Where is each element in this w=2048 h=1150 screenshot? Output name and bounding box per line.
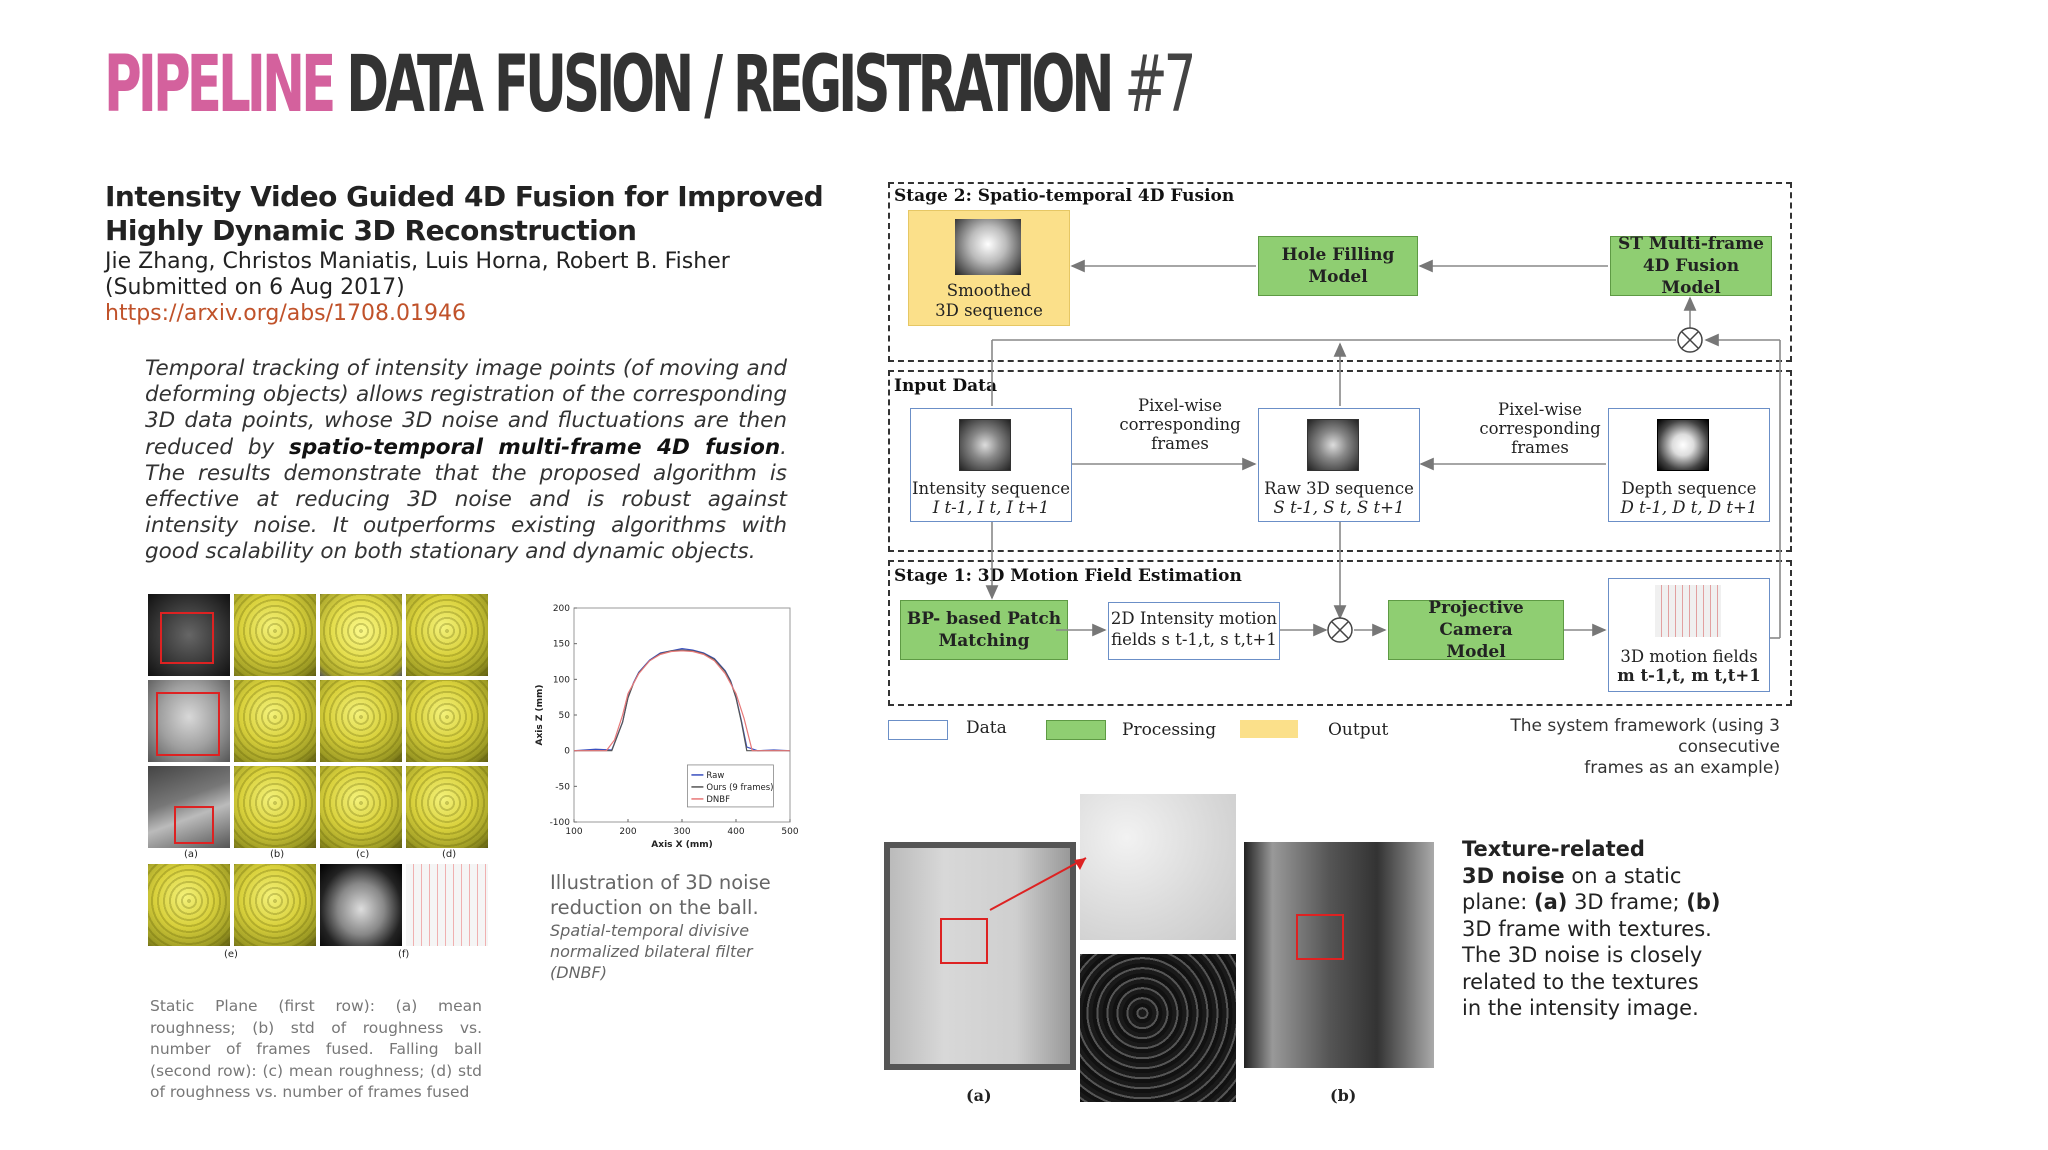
texture-caption-mid: on a static plane: <box>1462 863 1682 914</box>
intensity-vars: I t-1, I t, I t+1 <box>932 498 1050 517</box>
system-framework-diagram <box>880 178 1820 778</box>
legend-data: Data <box>966 718 1007 738</box>
y-tick-label: 150 <box>552 639 570 650</box>
paper-title-line2: Highly Dynamic 3D Reconstruction <box>105 214 637 247</box>
texture-caption-mid2: 3D frame; <box>1567 890 1687 914</box>
grid-lips-photo <box>320 864 402 946</box>
paper-authors: Jie Zhang, Christos Maniatis, Luis Horna, Robert B. Fisher <box>105 249 730 274</box>
depth-vars: D t-1, D t, D t+1 <box>1620 498 1758 517</box>
paper-link[interactable] <box>105 301 466 327</box>
texture-caption-bold4: (b) <box>1686 890 1721 914</box>
roi-box <box>160 612 214 664</box>
framework-caption-line2: frames as an example) <box>1584 758 1780 778</box>
abstract-part2: . The results demonstrate that the proposed algorithm is effective at reducing 3D noise and is robust against intensity noise. It outperforms existing algorithms with good scalability on both stationary and dynamic objects. <box>145 434 787 565</box>
framework-caption <box>1420 716 1780 779</box>
bp-line2: Matching <box>938 631 1030 651</box>
intensity-seq-label: Intensity sequence <box>912 479 1070 498</box>
texture-label-b: (b) <box>1330 1086 1357 1105</box>
title-main: DATA FUSION / REGISTRATION <box>346 40 1111 130</box>
grid-face-photo <box>148 680 230 762</box>
legend-processing: Processing <box>1122 720 1217 740</box>
grid-face-mesh-dnbf <box>406 680 488 762</box>
grid-hand-mesh-raw <box>234 766 316 848</box>
legend-output: Output <box>1328 720 1389 740</box>
grid-ball-photo <box>148 594 230 676</box>
motion3d-line1: 3D motion fields <box>1620 647 1758 666</box>
chart-caption-line1: Illustration of 3D noise <box>550 871 771 894</box>
grid-hand-mesh-dnbf <box>406 766 488 848</box>
texture-3d-frame-b <box>1244 842 1434 1068</box>
x-tick-label: 500 <box>781 827 799 837</box>
smoothed-line2: 3D sequence <box>935 301 1043 320</box>
grid-ball-mesh-raw <box>234 594 316 676</box>
y-tick-label: 100 <box>552 675 570 686</box>
x-tick-label: 200 <box>619 827 637 837</box>
y-tick-label: 0 <box>564 746 570 757</box>
motion3d-line2: m t-1,t, m t,t+1 <box>1617 666 1761 685</box>
grid-ball-mesh-smooth <box>320 594 402 676</box>
texture-label-a: (a) <box>966 1086 992 1105</box>
x-axis-label: Axis X (mm) <box>651 840 713 850</box>
abstract-bold: spatio-temporal multi-frame 4D fusion <box>289 434 781 460</box>
smoothed-line1: Smoothed <box>946 281 1032 300</box>
label-c: (c) <box>356 849 370 860</box>
result-image-grid <box>148 594 493 966</box>
legend-processing-swatch <box>1046 720 1106 740</box>
texture-caption-bold3: (a) <box>1534 890 1568 914</box>
roi-box <box>1296 914 1344 960</box>
legend-output-swatch <box>1240 720 1298 738</box>
raw3d-seq-label: Raw 3D sequence <box>1264 479 1414 498</box>
chart-caption-line4: normalized bilateral filter (DNBF) <box>550 942 753 982</box>
pixelwise-right-1: Pixel-wise <box>1498 400 1582 419</box>
bp-line1: BP- based Patch <box>906 609 1062 629</box>
legend-data-swatch <box>888 720 948 740</box>
grid-motion-field <box>406 864 488 946</box>
label-d: (d) <box>442 849 457 860</box>
texture-caption-bold2: 3D noise <box>1462 863 1565 888</box>
paper-submitted: (Submitted on 6 Aug 2017) <box>105 275 405 300</box>
pixelwise-left-2: corresponding <box>1119 415 1241 434</box>
hole-filling-line2: Model <box>1308 267 1368 287</box>
hole-filling-line1: Hole Filling <box>1281 245 1395 265</box>
y-tick-label: -100 <box>549 818 570 828</box>
x-tick-label: 400 <box>727 827 745 837</box>
slide-title <box>104 40 1192 140</box>
projective-line2: Model <box>1446 642 1506 662</box>
label-b: (b) <box>270 849 285 860</box>
projective-line1: Projective Camera <box>1428 598 1524 640</box>
texture-caption <box>1462 836 1722 1022</box>
diagram-connectors <box>880 178 1820 778</box>
noise-chart <box>530 592 802 860</box>
label-a: (a) <box>184 849 198 860</box>
roi-box <box>156 692 220 756</box>
x-tick-label: 300 <box>673 827 691 837</box>
y-axis-label: Axis Z (mm) <box>535 684 545 746</box>
legend-label-2: DNBF <box>706 794 731 805</box>
pixelwise-right-3: frames <box>1511 438 1569 457</box>
input-label: Input Data <box>894 376 997 396</box>
raw3d-vars: S t-1, S t, S t+1 <box>1273 498 1405 517</box>
legend-label-1: Ours (9 frames) <box>706 782 774 793</box>
intensity-motion-line1: 2D Intensity motion <box>1110 609 1278 628</box>
chart-caption-line2: reduction on the ball. <box>550 896 759 919</box>
grid-hand-photo <box>148 766 230 848</box>
zoom-arrows <box>880 790 1240 990</box>
stage1-label: Stage 1: 3D Motion Field Estimation <box>894 566 1242 586</box>
chart-caption-line3: Spatial-temporal divisive <box>550 921 750 940</box>
x-tick-label: 100 <box>565 827 583 837</box>
grid-face-mesh-raw <box>234 680 316 762</box>
pixelwise-left-1: Pixel-wise <box>1138 396 1222 415</box>
st-fusion-line2: 4D Fusion Model <box>1642 256 1740 298</box>
grid-face2-mesh-b <box>234 864 316 946</box>
title-pipeline: PIPELINE <box>104 40 333 130</box>
y-tick-label: 50 <box>558 711 570 721</box>
stage2-label: Stage 2: Spatio-temporal 4D Fusion <box>894 186 1235 206</box>
grid-caption: Static Plane (first row): (a) mean roughness; (b) std of roughness vs. number of frames fused. Falling ball (second row): (c) mean roughness; (d) std of roughness vs. number of frames fused <box>150 997 482 1101</box>
intensity-motion-line2: fields s t-1,t, s t,t+1 <box>1111 630 1277 649</box>
abstract-part1: Temporal tracking of intensity image points (of moving and deforming objects) allows registration of the corresponding 3D data points, whose 3D noise and fluctuations are then reduced by <box>145 356 787 460</box>
y-tick-label: 200 <box>552 604 570 614</box>
st-fusion-line1: ST Multi-frame <box>1618 234 1764 254</box>
paper-link-text[interactable]: https://arxiv.org/abs/1708.01946 <box>105 301 467 326</box>
grid-face2-mesh-a <box>148 864 230 946</box>
texture-caption-end: 3D frame with textures. The 3D noise is closely related to the textures in the intensity image. <box>1462 916 1712 1020</box>
pixelwise-right-2: corresponding <box>1479 419 1601 438</box>
label-e: (e) <box>224 949 238 960</box>
legend-label-0: Raw <box>706 770 725 781</box>
roi-box <box>174 806 214 844</box>
texture-caption-bold1: Texture-related <box>1462 837 1645 861</box>
paper-title-line1: Intensity Video Guided 4D Fusion for Improved <box>105 180 824 213</box>
grid-hand-mesh-ours <box>320 766 402 848</box>
y-tick-label: -50 <box>555 782 570 793</box>
label-f: (f) <box>398 949 410 960</box>
paper-abstract <box>145 356 787 566</box>
grid-face-mesh-ours <box>320 680 402 762</box>
paper-title <box>105 180 825 248</box>
framework-caption-line1: The system framework (using 3 consecutive <box>1510 716 1780 757</box>
grid-ball-mesh-dnbf <box>406 594 488 676</box>
title-number: #7 <box>1124 40 1193 130</box>
chart-caption <box>550 870 810 983</box>
depth-seq-label: Depth sequence <box>1621 479 1757 498</box>
pixelwise-left-3: frames <box>1151 434 1209 453</box>
